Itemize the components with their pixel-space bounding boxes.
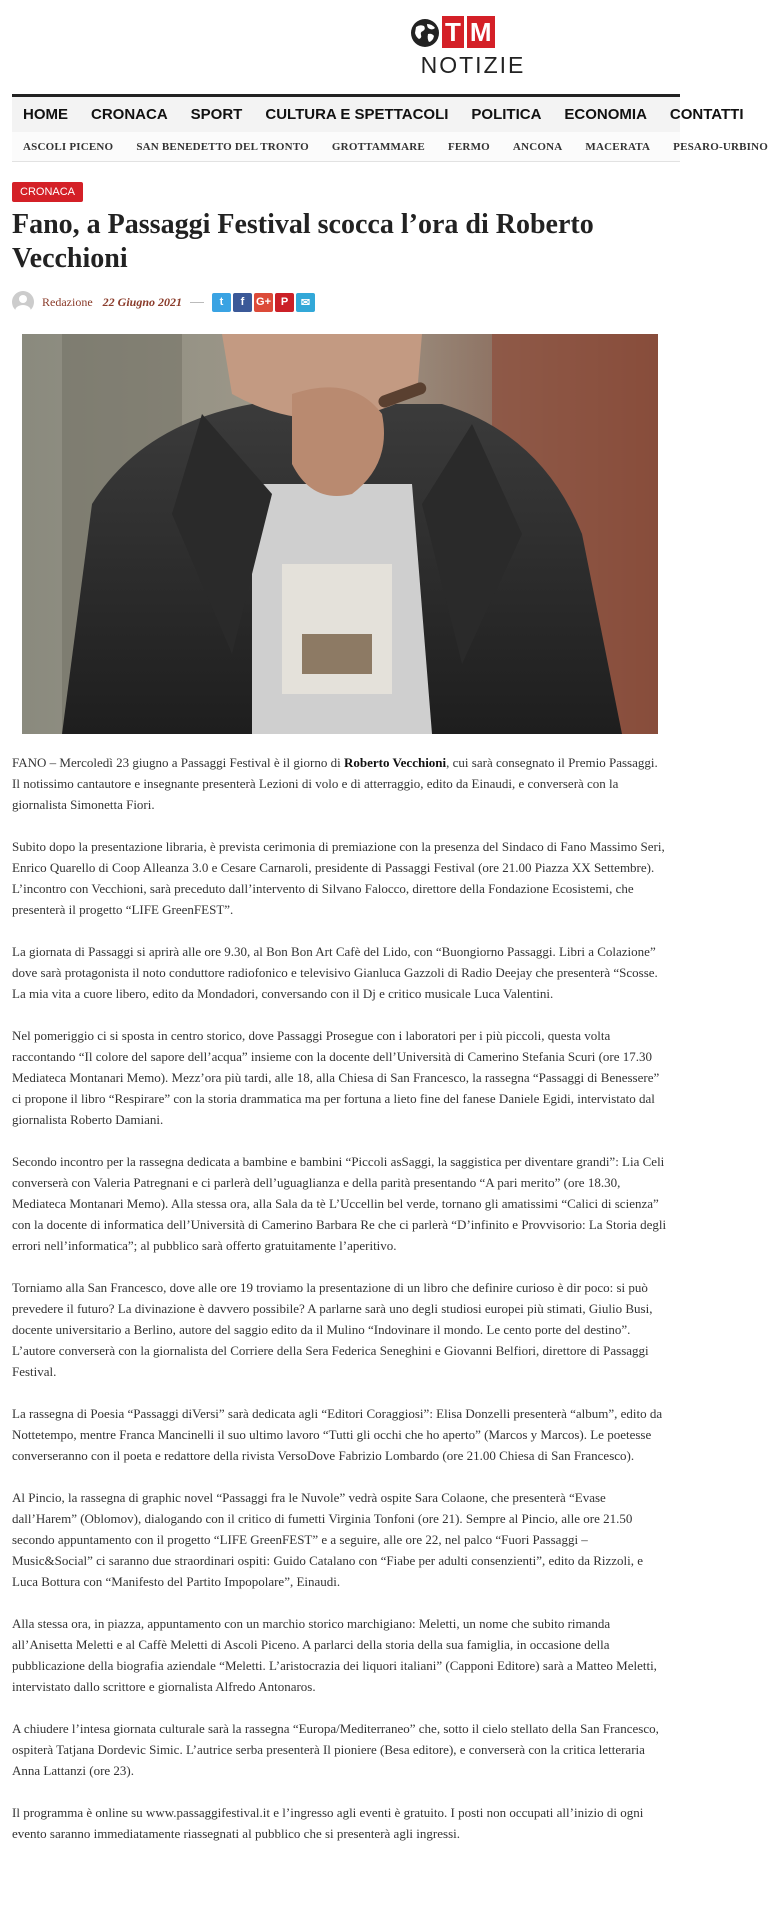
nav-cultura-e-spettacoli[interactable]: CULTURA E SPETTACOLI — [265, 106, 449, 123]
city-nav-ascoli-piceno[interactable]: ASCOLI PICENO — [23, 140, 114, 153]
meta-separator — [190, 302, 204, 303]
share-buttons — [212, 293, 315, 312]
author-link[interactable]: Redazione — [42, 294, 93, 309]
category-badge[interactable]: CRONACA — [12, 182, 83, 202]
article-paragraph: La giornata di Passaggi si aprirà alle ore 9.30, al Bon Bon Art Cafè del Lido, con “Buongiorno Passaggi. Libri a Colazione” dove sarà protagonista il noto conduttore radiofonico e televisivo Gianluca Gazzoli di Radio Deejay che presenterà “Scosse. La mia vita a cuore libero, edito da Mondadori, conversando con il Dj e critico musicale Luca Valentini. — [12, 944, 658, 1001]
main-nav — [12, 94, 744, 132]
article-title: Fano, a Passaggi Festival scocca l’ora di Roberto Vecchioni — [12, 209, 594, 274]
nav-economia[interactable]: ECONOMIA — [564, 106, 647, 123]
nav-cronaca[interactable]: CRONACA — [91, 106, 168, 123]
globe-icon — [410, 18, 440, 48]
nav-politica[interactable]: POLITICA — [471, 106, 542, 123]
logo-tm-letters — [442, 16, 495, 48]
city-nav — [12, 132, 768, 162]
logo-letter-t: T — [442, 16, 464, 48]
pinterest-icon[interactable]: P — [275, 293, 294, 312]
city-nav-macerata[interactable]: MACERATA — [585, 140, 651, 153]
author-avatar — [12, 291, 34, 313]
logo-wordmark: NOTIZIE — [420, 52, 526, 78]
article-paragraph: Subito dopo la presentazione libraria, è prevista cerimonia di premiazione con la presenza del Sindaco di Fano Massimo Seri, Enrico Quarello di Coop Alleanza 3.0 e Cesare Carnaroli, presidente di Passaggi Festival (ore 21.00 Piazza XX Settembre). L’incontro con Vecchioni, sarà preceduto dall’intervento di Silvano Falocco, direttore della Fondazione Ecosistemi, che presenterà il progetto “LIFE GreenFEST”. — [12, 839, 665, 917]
article-body — [12, 752, 668, 1865]
site-logo[interactable] — [408, 12, 538, 76]
paragraph-text: FANO – Mercoledì 23 giugno a Passaggi Festival è il giorno di — [12, 755, 344, 770]
article-photo-image — [22, 334, 658, 734]
city-nav-pesaro-urbino[interactable]: PESARO-URBINO — [673, 140, 768, 153]
logo-letter-m: M — [467, 16, 495, 48]
article-paragraph: A chiudere l’intesa giornata culturale sarà la rassegna “Europa/Mediterraneo” che, sotto il cielo stellato della San Francesco, ospiterà Tatjana Dordevic Simic. L’autrice serba presenterà Il pioniere (Besa editore), e converserà con la critica letteraria Anna Lattanzi (ore 23). — [12, 1721, 659, 1778]
article-photo — [22, 334, 658, 734]
article-paragraph: Nel pomeriggio ci si sposta in centro storico, dove Passaggi Prosegue con i laboratori per i più piccoli, questa volta raccontando “Il colore del sapore dell’acqua” insieme con la docente dell’Università di Camerino Stefania Scuri (ore 17.30 Mediateca Montanari Memo). Mezz’ora più tardi, alle 18, alla Chiesa di San Francesco, la rassegna “Passaggi di Benessere” ci propone il libro “Respirare” con la storia drammatica ma per fortuna a lieto fine del fanese Daniele Egidi, intervistato dal giornalista Roberto Damiani. — [12, 1028, 660, 1127]
twitter-icon[interactable]: t — [212, 293, 231, 312]
article-paragraph: Il programma è online su www.passaggifestival.it e l’ingresso agli eventi è gratuito. I posti non occupati all’inizio di ogni evento saranno immediatamente riassegnati al pubblico che si presenterà agli ingressi. — [12, 1805, 644, 1841]
article-paragraph — [12, 752, 668, 815]
article-paragraph: Secondo incontro per la rassegna dedicata a bambine e bambini “Piccoli asSaggi, la saggistica per diventare grandi”: Lia Celi converserà con Valeria Patregnani e ci parlerà dell’uguaglianza e della parità presentando “A pari merito” (ore 18.30, Mediateca Montanari Memo). Alla stessa ora, alla Sala da tè L’Uccellin bel verde, tornano gli amatissimi “Calici di scienza” con la docente di informatica dell’Università di Camerino Barbara Re che ci parlerà “D’infinito e Provvisorio: La Storia degli errori nell’informatica”; al pubblico sarà offerto gratuitamente l’aperitivo. — [12, 1154, 667, 1253]
city-nav-san-benedetto[interactable]: SAN BENEDETTO DEL TRONTO — [136, 140, 309, 153]
nav-sport[interactable]: SPORT — [190, 106, 243, 123]
city-nav-fermo[interactable]: FERMO — [447, 140, 490, 153]
article-meta — [12, 290, 315, 314]
article-paragraph: Alla stessa ora, in piazza, appuntamento con un marchio storico marchigiano: Meletti, un nome che subito rimanda all’Anisetta Meletti e al Caffè Meletti di Ascoli Piceno. A parlarci della storia della sua famiglia, in occasione della pubblicazione della biografia aziendale “Meletti. L’aristocrazia dei liquori italiani” (Capponi Editore) sarà a Matteo Meletti, intervistato dallo scrittore e giornalista Alfredo Antonaros. — [12, 1616, 657, 1694]
paragraph-text: , cui sarà consegnato il Premio Passaggi. Il notissimo cantautore e insegnante presenterà Lezioni di volo e di atterraggio, edito da Einaudi, e converserà con la giornalista Simonetta Fiori. — [12, 755, 658, 812]
bold-name: Roberto Vecchioni — [343, 755, 447, 770]
google-plus-icon[interactable]: G+ — [254, 293, 273, 312]
city-nav-grottammare[interactable]: GROTTAMMARE — [331, 140, 425, 153]
facebook-icon[interactable]: f — [233, 293, 252, 312]
article-paragraph: Al Pincio, la rassegna di graphic novel “Passaggi fra le Nuvole” vedrà ospite Sara Colaone, che presenterà “Evase dall’Harem” (Oblomov), dialogando con il critico di fumetti Virginia Tonfoni (ore 21). Sempre al Pincio, alle ore 21.50 secondo appuntamento con il progetto “LIFE GreenFEST” e a seguire, alle ore 22, nel palco “Fuori Passaggi – Music&Social” ci saranno due straordinari ospiti: Guido Catalano con “Fiabe per adulti consenzienti”, edito da Rizzoli, e Luca Bottura con “Manifesto del Partito Impopolare”, Einaudi. — [12, 1490, 644, 1589]
nav-contatti[interactable]: CONTATTI — [669, 106, 744, 123]
article-paragraph: Torniamo alla San Francesco, dove alle ore 19 troviamo la presentazione di un libro che definire curioso è dir poco: si può prevedere il futuro? La divinazione è davvero possibile? A parlarne sarà uno degli studiosi europei più stimati, Giulio Busi, docente universitario a Berlino, autore del saggio edito da il Mulino “Indovinare il mondo. Le cento porte del destino”. L’autore converserà con la giornalista del Corriere della Sera Federica Seneghini e Giovanni Belfiori, direttore di Passaggi Festival. — [12, 1280, 653, 1379]
publish-date: 22 Giugno 2021 — [102, 294, 183, 309]
email-icon[interactable]: ✉ — [296, 293, 315, 312]
nav-home[interactable]: HOME — [23, 106, 68, 123]
article-paragraph: La rassegna di Poesia “Passaggi diVersi” sarà dedicata agli “Editori Coraggiosi”: Elisa Donzelli presenterà “album”, edito da Nottetempo, mentre Franca Mancinelli il suo ultimo lavoro “Tutti gli occhi che ho aperto” (Marcos y Marcos). Le poetesse converseranno con il poeta e redattore della rivista VersoDove Fabrizio Lombardo (ore 21.00 Chiesa di San Francesco). — [12, 1406, 663, 1463]
city-nav-ancona[interactable]: ANCONA — [512, 140, 563, 153]
